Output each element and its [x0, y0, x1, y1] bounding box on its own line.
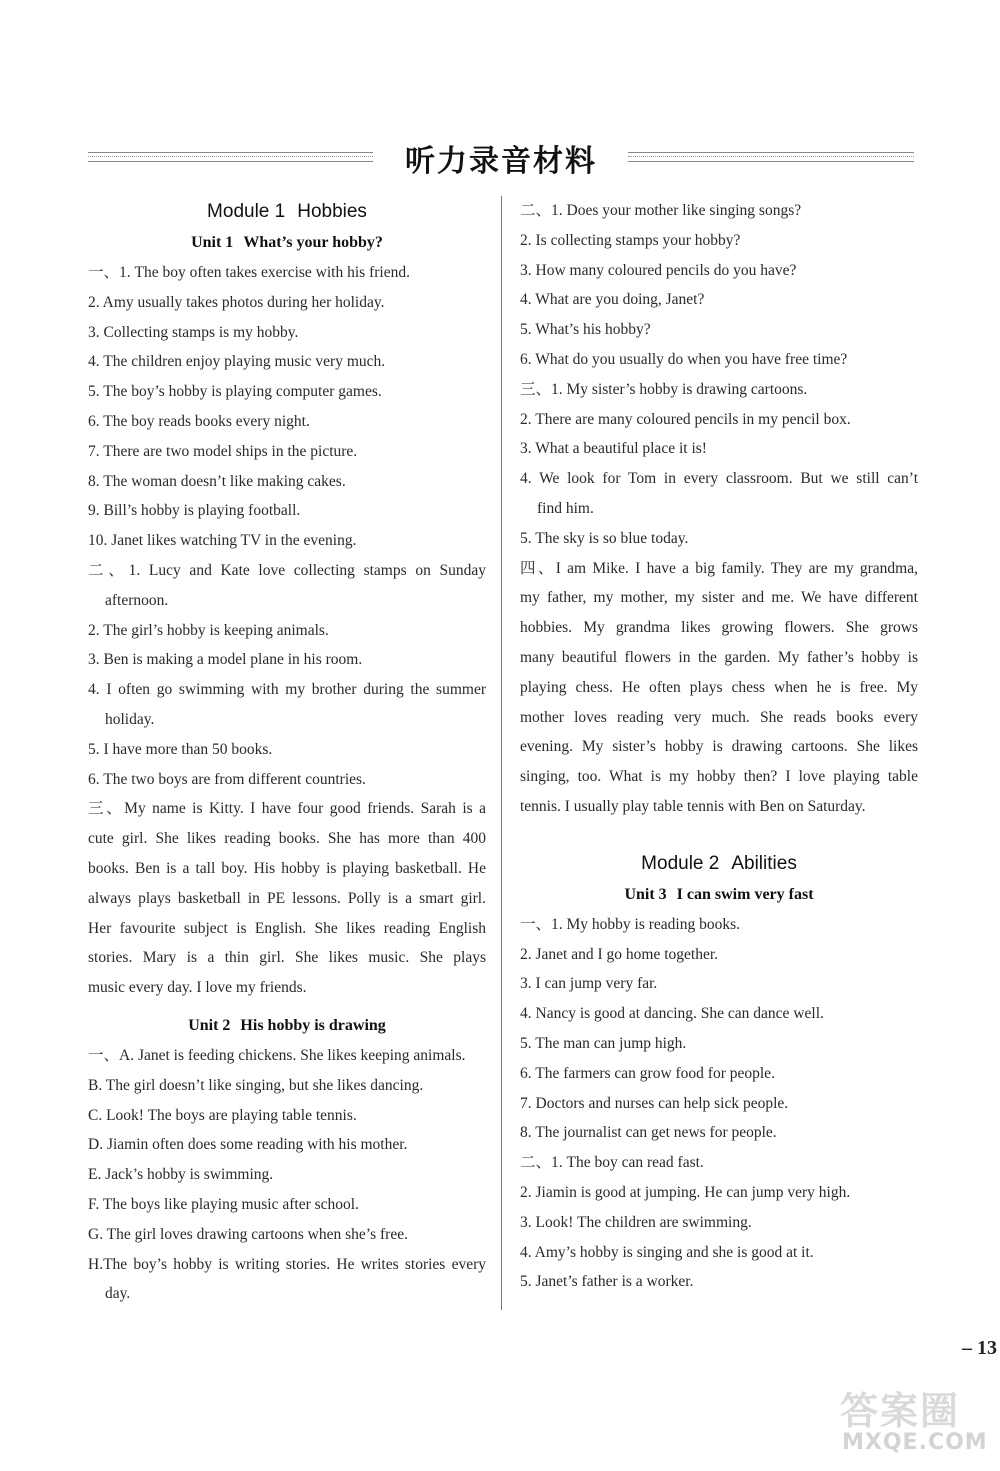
page-title: 听力录音材料 — [405, 144, 597, 179]
text-line: 3. What a beautiful place it is! — [520, 440, 707, 458]
text-line: 7. There are two model ships in the picture. — [88, 442, 358, 460]
text-line: 四、I am Mike. I have a big family. They are my grandma, — [520, 559, 918, 577]
text-line: 8. The journalist can get news for people. — [520, 1124, 777, 1142]
text-line: 6. The two boys are from different countries. — [88, 770, 366, 788]
text-line: C. Look! The boys are playing table tennis. — [88, 1106, 357, 1124]
text-line: always plays basketball in PE lessons. Polly is a smart girl. — [88, 889, 486, 907]
text-line: 三、1. My sister’s hobby is drawing cartoons. — [520, 380, 808, 398]
text-line: day. — [105, 1285, 131, 1303]
page-number: – 13 — [962, 1337, 997, 1359]
left-column — [88, 196, 486, 1309]
page-header — [88, 130, 914, 184]
text-line: 3. Collecting stamps is my hobby. — [88, 323, 299, 341]
text-line: 3. How many coloured pencils do you have? — [520, 261, 797, 279]
text-line: hobbies. My grandma likes growing flowers. She grows — [520, 619, 918, 637]
text-line: 5. Janet’s father is a worker. — [520, 1273, 694, 1291]
unit-name: I can swim very fast — [676, 885, 814, 903]
text-line: evening. My sister’s hobby is drawing cartoons. She likes — [520, 738, 918, 756]
text-line: B. The girl doesn’t like singing, but she likes dancing. — [88, 1076, 424, 1094]
text-line: H.The boy’s hobby is writing stories. He writes stories every — [88, 1255, 486, 1273]
module-number: Module 2 — [641, 852, 720, 874]
text-line: 5. The sky is so blue today. — [520, 529, 689, 547]
text-line: 5. What’s his hobby? — [520, 321, 651, 339]
text-line: 三、My name is Kitty. I have four good friends. Sarah is a — [88, 800, 486, 818]
module-heading — [88, 196, 486, 228]
module-name: Hobbies — [297, 201, 367, 222]
unit-heading — [520, 880, 918, 910]
text-line: many beautiful flowers in the garden. My father’s hobby is — [520, 648, 918, 666]
text-line: 4. What are you doing, Janet? — [520, 291, 705, 309]
header-rule-right — [628, 152, 914, 162]
text-line: playing chess. He often plays chess when he is free. My — [520, 678, 918, 696]
text-line: 2. Amy usually takes photos during her holiday. — [88, 293, 385, 311]
text-line: books. Ben is a tall boy. His hobby is playing basketball. He — [88, 859, 486, 877]
text-line: 5. The boy’s hobby is playing computer games. — [88, 383, 382, 401]
text-line: 3. Look! The children are swimming. — [520, 1213, 752, 1231]
text-line: D. Jiamin often does some reading with his mother. — [88, 1136, 408, 1154]
text-line: 3. I can jump very far. — [520, 975, 658, 993]
text-line: 6. What do you usually do when you have free time? — [520, 350, 848, 368]
watermark-logo: 答案圈 — [840, 1389, 961, 1433]
text-line: 二、1. The boy can read fast. — [520, 1154, 704, 1172]
module-number: Module 1 — [207, 201, 286, 222]
module-heading — [520, 848, 918, 880]
text-line: 5. The man can jump high. — [520, 1034, 687, 1052]
text-line: 4. The children enjoy playing music very much. — [88, 353, 386, 371]
spacer — [88, 1003, 486, 1011]
text-line: 6. The farmers can grow food for people. — [520, 1064, 775, 1082]
text-line: 4. Amy’s hobby is singing and she is good at it. — [520, 1243, 814, 1261]
text-line: 9. Bill’s hobby is playing football. — [88, 502, 301, 520]
text-line: Her favourite subject is English. She likes reading English — [88, 919, 486, 937]
text-line: 3. Ben is making a model plane in his room. — [88, 651, 363, 669]
text-line: 7. Doctors and nurses can help sick people. — [520, 1094, 789, 1112]
text-line: find him. — [537, 499, 594, 517]
unit-name: What’s your hobby? — [243, 234, 383, 251]
text-line: F. The boys like playing music after school. — [88, 1195, 359, 1213]
text-line: G. The girl loves drawing cartoons when she’s free. — [88, 1225, 408, 1243]
watermark-url: MXQE.COM — [842, 1430, 988, 1455]
text-line: holiday. — [105, 710, 155, 728]
text-line: 一、1. My hobby is reading books. — [520, 915, 741, 933]
unit-name: His hobby is drawing — [240, 1016, 386, 1034]
text-line: singing, too. What is my hobby then? I love playing table — [520, 768, 918, 786]
text-line: afternoon. — [105, 591, 169, 609]
spacer — [520, 822, 918, 848]
text-line: stories. Mary is a thin girl. She likes music. She plays — [88, 949, 486, 967]
text-line: 8. The woman doesn’t like making cakes. — [88, 472, 346, 490]
text-line: 4. We look for Tom in every classroom. But we still can’t — [520, 470, 918, 488]
text-line: 二、1. Does your mother like singing songs? — [520, 202, 802, 219]
text-line: 2. Janet and I go home together. — [520, 945, 719, 963]
text-line: 二、1. Lucy and Kate love collecting stamps on Sunday — [88, 561, 486, 579]
unit-heading — [88, 1011, 486, 1041]
text-line: 6. The boy reads books every night. — [88, 412, 310, 430]
site-watermark — [840, 1380, 1000, 1464]
unit-heading — [88, 228, 486, 258]
text-line: 2. There are many coloured pencils in my pencil box. — [520, 410, 851, 428]
text-line: 2. The girl’s hobby is keeping animals. — [88, 621, 329, 639]
text-line: 10. Janet likes watching TV in the evening. — [88, 532, 357, 550]
text-line: mother loves reading very much. She reads books every — [520, 708, 918, 726]
text-line: 2. Jiamin is good at jumping. He can jump very high. — [520, 1183, 851, 1201]
text-line: tennis. I usually play table tennis with Ben on Saturday. — [520, 797, 866, 815]
module-name: Abilities — [731, 852, 797, 874]
text-line: 2. Is collecting stamps your hobby? — [520, 231, 741, 249]
text-line: music every day. I love my friends. — [88, 979, 307, 997]
unit-number: Unit 2 — [188, 1016, 231, 1034]
header-rule-left — [88, 152, 373, 162]
text-line: my father, my mother, my sister and me. We have different — [520, 589, 918, 607]
text-line: 5. I have more than 50 books. — [88, 740, 273, 758]
text-line: 4. I often go swimming with my brother during the summer — [88, 681, 486, 699]
text-line: 一、A. Janet is feeding chickens. She likes keeping animals. — [88, 1046, 466, 1064]
unit-number: Unit 1 — [191, 234, 234, 251]
text-line: 4. Nancy is good at dancing. She can dance well. — [520, 1005, 824, 1023]
text-line: E. Jack’s hobby is swimming. — [88, 1166, 274, 1184]
unit-number: Unit 3 — [624, 885, 667, 903]
text-line: 一、1. The boy often takes exercise with his friend. — [88, 264, 410, 281]
column-divider — [501, 196, 502, 1310]
right-column — [520, 196, 918, 1297]
text-line: cute girl. She likes reading books. She has more than 400 — [88, 830, 486, 848]
